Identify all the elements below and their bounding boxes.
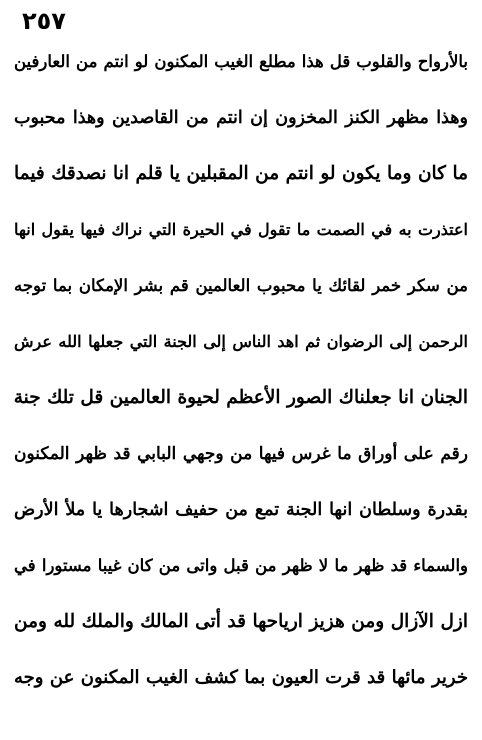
text-line-2: وهذا مظهر الكنز المخزون إن انتم من القاصدين وهذا محبوب [14,108,468,128]
text-line-3: ما كان وما يكون لو انتم من المقبلين يا قلم انا نصدقك فيما [14,163,468,184]
body-text [14,34,468,706]
text-line-11: ازل الآزال ومن هزيز ارياحها قد أتى المالك والملك لله ومن [14,611,468,632]
page-number: ٢٥٧ [22,7,66,35]
text-line-1: بالأرواح والقلوب قل هذا مطلع الغيب المكنون لو انتم من العارفين [14,52,468,71]
text-line-12: خرير مائها قد قرت العيون بما كشف الغيب المكنون عن وجه [14,667,468,688]
text-line-7: الجنان انا جعلناك الصور الأعظم لحيوة العالمين قل تلك جنة [14,387,468,408]
text-line-6: الرحمن إلى الرضوان ثم اهد الناس إلى الجنة التي جعلها الله عرش [14,332,468,351]
text-line-9: بقدرة وسلطان انها الجنة تمع من حفيف اشجارها يا ملأ الأرض [14,500,468,520]
text-line-8: رقم على أوراق ما غرس فيها من وجهي البابي قد ظهر المكنون [14,444,468,464]
text-line-5: من سكر خمر لقائك يا محبوب العالمين قم بشر الإمكان بما توجه [14,276,468,295]
text-line-4: اعتذرت به في الصمت ما تقول في الحيرة التي نراك فيها يقول انها [14,220,468,239]
text-line-10: والسماء قد ظهر ما لا ظهر من قبل واتى من كان غيبا مستورا في [14,556,468,575]
